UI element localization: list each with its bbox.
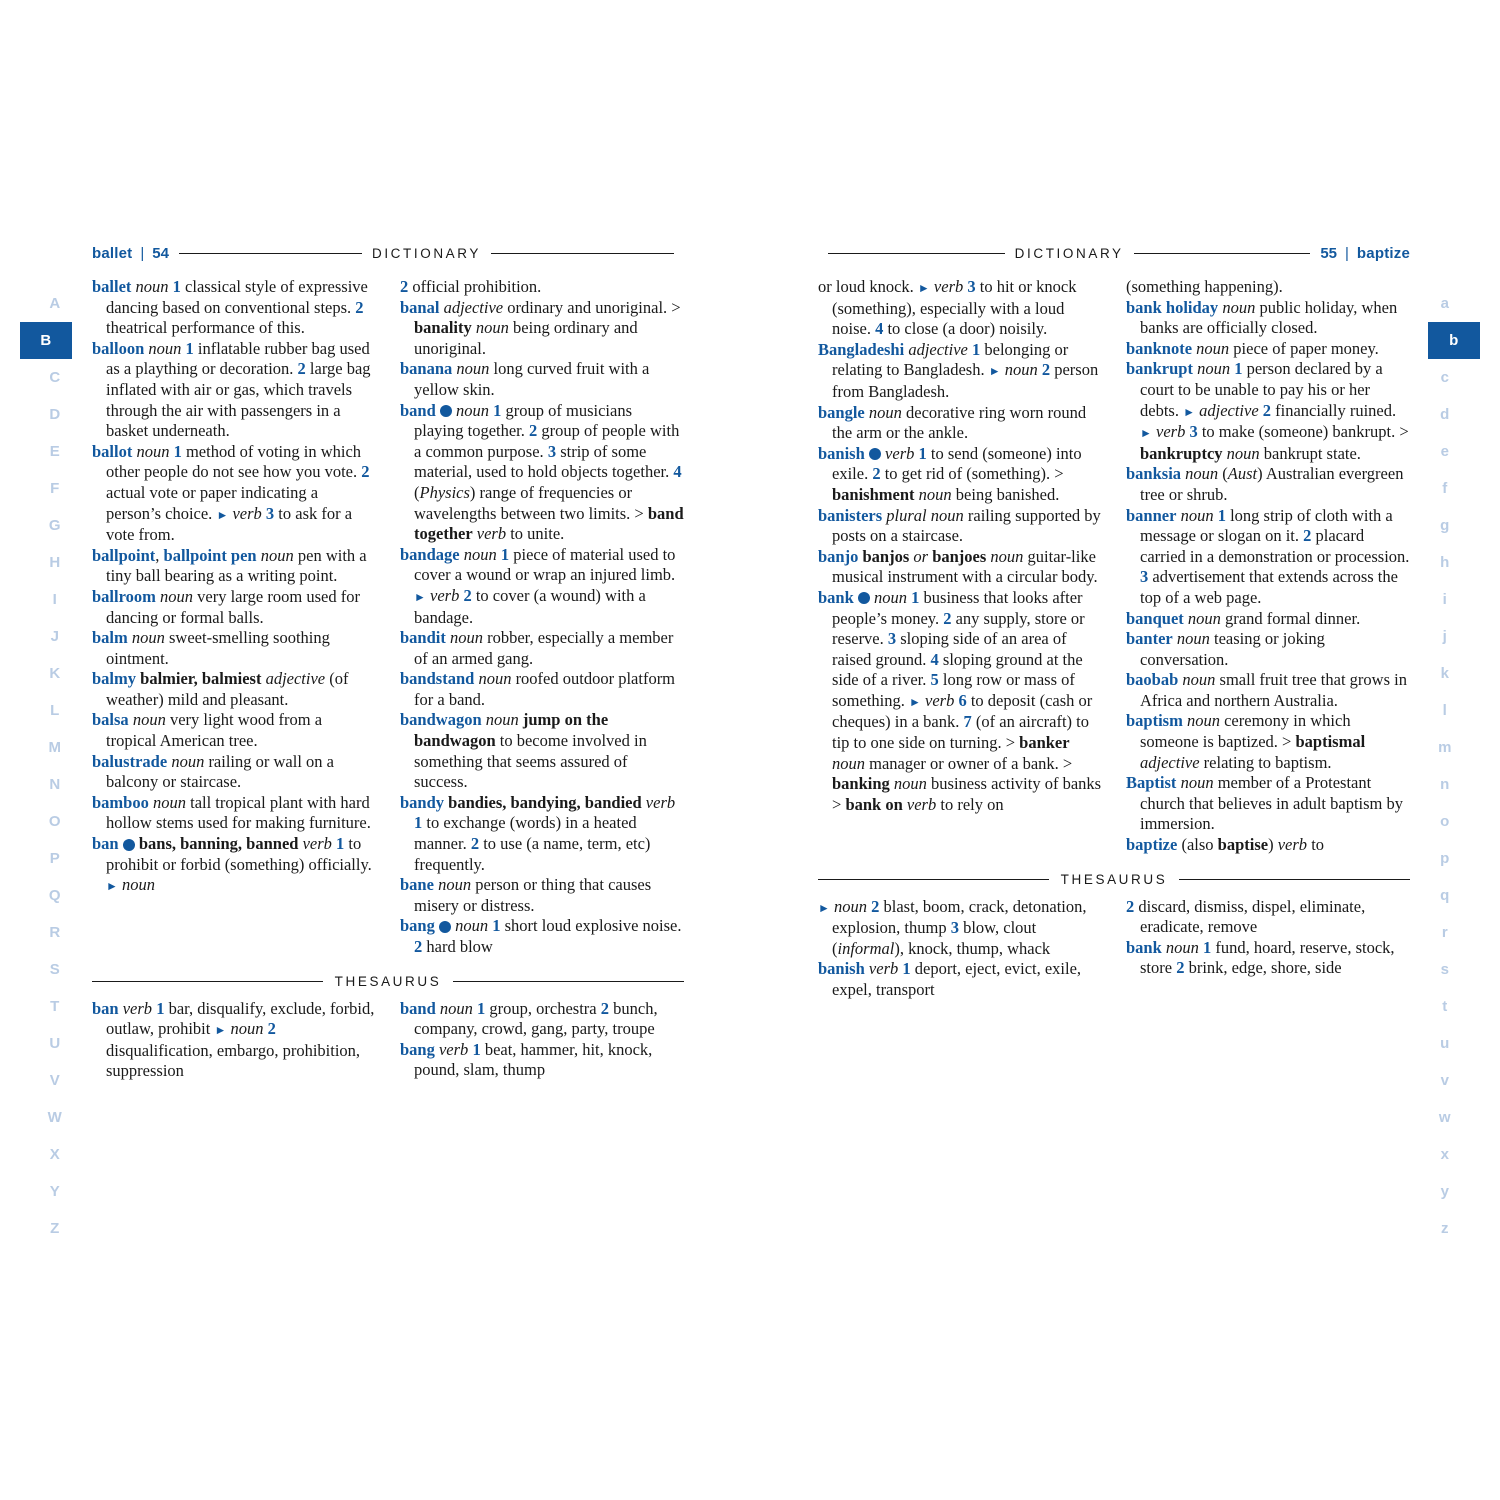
alphabet-index-letter-i-right[interactable]: i: [1442, 591, 1448, 608]
right-head-rule-end: [1134, 253, 1311, 254]
dictionary-entry: banter noun teasing or joking conversation.: [1126, 629, 1325, 669]
alphabet-index-letter-d-left[interactable]: D: [49, 406, 61, 423]
alphabet-index-letter-y-left[interactable]: Y: [49, 1183, 61, 1200]
alphabet-index-letter-p-left[interactable]: P: [49, 850, 61, 867]
left-section-label: DICTIONARY: [371, 245, 481, 261]
right-thesaurus-column-2: [1126, 897, 1410, 1001]
thesaurus-entry: bank noun 1 fund, hoard, reserve, stock, store 2 brink, edge, shore, side: [1126, 937, 1395, 978]
alphabet-index-letter-o-left[interactable]: O: [48, 813, 62, 830]
alphabet-index-letter-z-left[interactable]: Z: [50, 1220, 60, 1237]
dictionary-entry: bandwagon noun jump on the bandwagon to become involved in something that seems assured of success.: [400, 710, 647, 792]
alphabet-index-letter-q-right[interactable]: q: [1440, 887, 1450, 904]
left-dictionary-column-2: [400, 277, 684, 958]
left-dictionary-column-1: [92, 277, 376, 958]
alphabet-index-letter-z-right[interactable]: z: [1441, 1220, 1449, 1237]
dictionary-entry: bang ! noun 1 short loud explosive noise. 2 hard blow: [400, 916, 682, 956]
alphabet-index-letter-r-right[interactable]: r: [1441, 924, 1449, 941]
dictionary-entry: banish ! verb 1 to send (someone) into exile. 2 to get rid of (something). > banishment noun being banished.: [818, 443, 1082, 504]
dictionary-entry: banner noun 1 long strip of cloth with a message or slogan on it. 2 placard carried in a demonstration or procession. 3 advertisement that extends across the top of a web page.: [1126, 505, 1410, 607]
alphabet-index-letter-g-right[interactable]: g: [1440, 517, 1450, 534]
dictionary-entry: Baptist noun member of a Protestant church that believes in adult baptism by immersion.: [1126, 773, 1404, 834]
dictionary-entry: or loud knock. ► verb 3 to hit or knock (something), especially with a loud noise. 4 to close (a door) noisily.: [818, 277, 1077, 339]
alphabet-index-letter-t-right[interactable]: t: [1442, 998, 1448, 1015]
alphabet-index-letter-a-left[interactable]: A: [49, 295, 61, 312]
dictionary-entry: ballpoint, ballpoint pen noun pen with a tiny ball bearing as a writing point.: [92, 545, 367, 586]
alphabet-index-letter-u-left[interactable]: U: [49, 1035, 61, 1052]
thesaurus-entry: banish verb 1 deport, eject, evict, exile, expel, transport: [818, 959, 1082, 999]
left-head-separator: |: [140, 244, 145, 262]
alphabet-index-letter-x-right[interactable]: x: [1440, 1146, 1450, 1163]
alphabet-index-letter-e-right[interactable]: e: [1440, 443, 1450, 460]
alphabet-index-letter-w-left[interactable]: W: [47, 1109, 63, 1126]
dictionary-entry: banknote noun piece of paper money.: [1126, 338, 1379, 358]
dictionary-entry: bandy bandies, bandying, bandied verb 1 to exchange (words) in a heated manner. 2 to use (a name, term, etc) frequently.: [400, 792, 676, 874]
right-section-label: DICTIONARY: [1014, 245, 1124, 261]
dictionary-entry: balustrade noun railing or wall on a balcony or staircase.: [92, 751, 334, 792]
left-thesaurus-column-2: [400, 999, 684, 1082]
dictionary-entry: 2 official prohibition.: [400, 277, 542, 296]
right-dictionary-column-1: [818, 277, 1102, 856]
alphabet-index-letter-n-left[interactable]: N: [49, 776, 61, 793]
alphabet-index-letter-s-left[interactable]: S: [49, 961, 61, 978]
right-head-word: baptize: [1356, 244, 1410, 262]
right-page-number: 55: [1320, 244, 1338, 262]
right-thesaurus-columns: [818, 897, 1410, 1001]
right-head-separator: |: [1345, 244, 1349, 262]
right-head-rule-start: [828, 253, 1005, 254]
right-page: [818, 243, 1410, 1001]
dictionary-entry: (something happening).: [1126, 277, 1283, 296]
dictionary-entry: Bangladeshi adjective 1 belonging or relating to Bangladesh. ► noun 2 person from Bangladesh.: [818, 339, 1099, 401]
alphabet-index-letter-k-left[interactable]: K: [49, 665, 61, 682]
alphabet-index-letter-n-right[interactable]: n: [1440, 776, 1450, 793]
thesaurus-entry: band noun 1 group, orchestra 2 bunch, company, crowd, gang, party, troupe: [400, 998, 658, 1039]
dictionary-entry: ballet noun 1 classical style of expressive dancing based on conventional steps. 2 theatrical performance of this.: [92, 277, 368, 338]
dictionary-entry: bank ! noun 1 business that looks after people’s money. 2 any supply, store or reserve. 3 sloping side of an area of raised ground. 4 sloping ground at the side of a river. 5 long row or mass of something. ► verb 6 to deposit (cash or cheques) in a bank. 7 (of an aircraft) to tip to one side on turning. > banker noun manager or owner of a bank. > banking noun business activity of banks > bank on verb to rely on: [818, 587, 1102, 814]
dictionary-entry: baptize (also baptise) verb to: [1126, 835, 1325, 855]
dictionary-entry: balsa noun very light wood from a tropical American tree.: [92, 710, 323, 751]
right-dictionary-columns: [818, 277, 1410, 856]
dictionary-entry: bandit noun robber, especially a member of an armed gang.: [400, 628, 674, 668]
dictionary-entry: ballot noun 1 method of voting in which other people do not see how you vote. 2 actual vote or paper indicating a person’s choice. ► verb 3 to ask for a vote from.: [92, 441, 370, 545]
alphabet-index-letter-x-left[interactable]: X: [49, 1146, 61, 1163]
right-thesaurus-header: [818, 872, 1410, 887]
dictionary-entry: banjo banjos or banjoes noun guitar-like musical instrument with a circular body.: [818, 546, 1098, 587]
right-thesaurus-label: THESAURUS: [1060, 871, 1168, 887]
alphabet-index-letter-d-right[interactable]: d: [1440, 406, 1450, 423]
left-head-word: ballet: [92, 244, 133, 262]
right-thesaurus-rule-start: [818, 879, 1049, 880]
alphabet-index-letter-r-left[interactable]: R: [49, 924, 61, 941]
right-thesaurus-rule-end: [1179, 879, 1410, 880]
alphabet-index-letter-q-left[interactable]: Q: [48, 887, 62, 904]
alphabet-index-letter-s-right[interactable]: s: [1440, 961, 1450, 978]
alphabet-index-letter-j-left[interactable]: J: [50, 628, 60, 645]
alphabet-index-letter-m-right[interactable]: m: [1438, 739, 1452, 756]
alphabet-index-letter-e-left[interactable]: E: [49, 443, 61, 460]
right-running-head: [818, 243, 1410, 263]
left-thesaurus-column-1: [92, 999, 376, 1082]
left-thesaurus-columns: [92, 999, 684, 1082]
alphabet-index-letter-m-left[interactable]: M: [48, 739, 62, 756]
alphabet-index-letter-h-left[interactable]: H: [49, 554, 61, 571]
left-running-head: [92, 243, 684, 263]
alphabet-index-letter-f-left[interactable]: F: [50, 480, 60, 497]
alphabet-index-letter-j-right[interactable]: j: [1442, 628, 1448, 645]
left-thesaurus-label: THESAURUS: [334, 973, 442, 989]
dictionary-entry: banksia noun (Aust) Australian evergreen tree or shrub.: [1126, 464, 1404, 504]
alphabet-index-letter-a-right[interactable]: a: [1440, 295, 1450, 312]
alphabet-index-letter-y-right[interactable]: y: [1440, 1183, 1450, 1200]
alphabet-index-letter-h-right[interactable]: h: [1440, 554, 1450, 571]
thesaurus-entry: bang verb 1 beat, hammer, hit, knock, pound, slam, thump: [400, 1039, 653, 1080]
alphabet-index-letter-l-right[interactable]: l: [1442, 702, 1448, 719]
alphabet-index-letter-o-right[interactable]: o: [1440, 813, 1450, 830]
dictionary-entry: banal adjective ordinary and unoriginal. > banality noun being ordinary and unoriginal.: [400, 297, 681, 358]
dictionary-entry: banquet noun grand formal dinner.: [1126, 608, 1361, 628]
alphabet-index-letter-c-right[interactable]: c: [1440, 369, 1450, 386]
thesaurus-entry: ban verb 1 bar, disqualify, exclude, forbid, outlaw, prohibit ► noun 2 disqualification, embargo, prohibition, suppression: [92, 998, 375, 1081]
dictionary-entry: baptism noun ceremony in which someone is baptized. > baptismal adjective relating to baptism.: [1126, 711, 1366, 772]
alphabet-index-letter-k-right[interactable]: k: [1440, 665, 1450, 682]
dictionary-entry: balloon noun 1 inflatable rubber bag used as a plaything or decoration. 2 large bag inflated with air or gas, which travels through the air with passengers in a basket underneath.: [92, 338, 371, 441]
alphabet-index-letter-c-left[interactable]: C: [49, 369, 61, 386]
dictionary-entry: bane noun person or thing that causes misery or distress.: [400, 875, 652, 915]
dictionary-entry: band ! noun 1 group of musicians playing together. 2 group of people with a common purpose. 3 strip of some material, used to hold objects together. 4 (Physics) range of frequencies or wavelengths between two limits. > band together verb to unite.: [400, 400, 684, 544]
left-dictionary-columns: [92, 277, 684, 958]
left-thesaurus-header: [92, 974, 684, 989]
dictionary-entry: bank holiday noun public holiday, when banks are officially closed.: [1126, 297, 1398, 338]
dictionary-entry: bandstand noun roofed outdoor platform for a band.: [400, 669, 676, 709]
dictionary-entry: baobab noun small fruit tree that grows in Africa and northern Australia.: [1126, 670, 1407, 710]
left-head-rule-start: [179, 253, 362, 254]
alphabet-index-letter-w-right[interactable]: w: [1438, 1109, 1452, 1126]
dictionary-entry: balm noun sweet-smelling soothing ointment.: [92, 628, 330, 668]
alphabet-index-letter-b-left[interactable]: B: [20, 322, 72, 359]
dictionary-entry: ban ! bans, banning, banned verb 1 to prohibit or forbid (something) officially. ► noun: [92, 834, 372, 895]
alphabet-index-letter-f-right[interactable]: f: [1442, 480, 1448, 497]
alphabet-index-letter-l-left[interactable]: L: [50, 702, 60, 719]
right-thesaurus-column-1: [818, 897, 1102, 1001]
alphabet-index-letter-u-right[interactable]: u: [1440, 1035, 1450, 1052]
alphabet-index-letter-g-left[interactable]: G: [48, 517, 62, 534]
left-thesaurus-rule-start: [92, 981, 323, 982]
alphabet-index-letter-b-right[interactable]: b: [1428, 322, 1480, 359]
left-page: [92, 243, 684, 1082]
dictionary-entry: banana noun long curved fruit with a yellow skin.: [400, 359, 650, 399]
dictionary-entry: ballroom noun very large room used for dancing or formal balls.: [92, 586, 360, 627]
right-dictionary-column-2: [1126, 277, 1410, 856]
dictionary-entry: bamboo noun tall tropical plant with hard hollow stems used for making furniture.: [92, 792, 371, 833]
left-page-number: 54: [152, 244, 169, 262]
thesaurus-entry: ► noun 2 blast, boom, crack, detonation, explosion, thump 3 blow, clout (informal), knock, thump, whack: [818, 896, 1087, 958]
alphabet-index-letter-t-left[interactable]: T: [50, 998, 60, 1015]
thesaurus-entry: 2 discard, dismiss, dispel, eliminate, eradicate, remove: [1126, 896, 1366, 937]
alphabet-index-letter-v-right[interactable]: v: [1440, 1072, 1450, 1089]
dictionary-entry: balmy balmier, balmiest adjective (of weather) mild and pleasant.: [92, 669, 349, 709]
left-head-rule-end: [491, 253, 674, 254]
alphabet-index-letter-p-right[interactable]: p: [1440, 850, 1450, 867]
left-thesaurus-rule-end: [453, 981, 684, 982]
alphabet-index-letter-v-left[interactable]: V: [49, 1072, 61, 1089]
dictionary-entry: bankrupt noun 1 person declared by a court to be unable to pay his or her debts. ► adjective 2 financially ruined. ► verb 3 to make (someone) bankrupt. > bankruptcy noun bankrupt state.: [1126, 359, 1409, 463]
dictionary-entry: banisters plural noun railing supported by posts on a staircase.: [818, 505, 1101, 546]
dictionary-entry: bandage noun 1 piece of material used to cover a wound or wrap an injured limb. ► verb 2 to cover (a wound) with a bandage.: [400, 544, 676, 627]
dictionary-entry: bangle noun decorative ring worn round the arm or the ankle.: [818, 402, 1087, 443]
alphabet-index-letter-i-left[interactable]: I: [52, 591, 58, 608]
